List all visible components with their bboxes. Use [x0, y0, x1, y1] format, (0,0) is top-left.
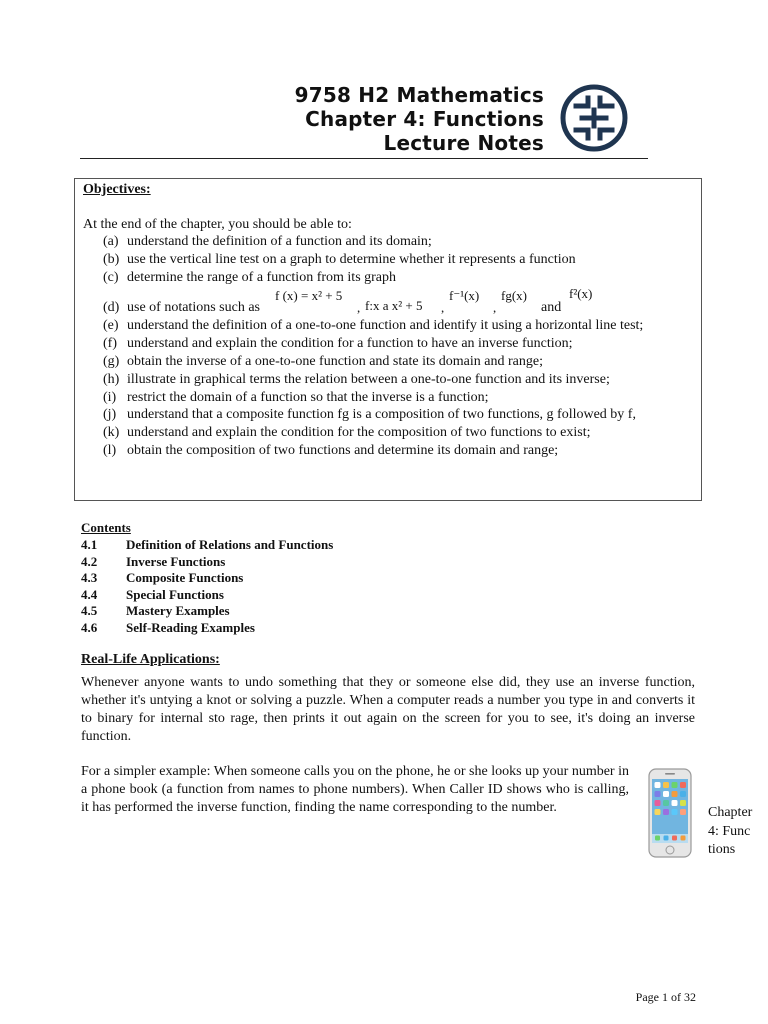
objective-label: (h) — [103, 372, 120, 387]
objective-label: (f) — [103, 336, 117, 351]
objective-item — [103, 354, 543, 370]
objective-text: understand the definition of a function and its domain; — [127, 234, 432, 249]
contents-number: 4.6 — [81, 619, 98, 635]
objective-text: obtain the inverse of a one-to-one function and state its domain and range; — [127, 354, 543, 369]
objective-item — [103, 407, 636, 423]
objective-text: restrict the domain of a function so that the inverse is a function; — [127, 390, 489, 405]
objective-label: (d) — [103, 300, 120, 315]
contents-title: Inverse Functions — [126, 553, 226, 569]
objectives-intro: At the end of the chapter, you should be able to: — [83, 217, 352, 232]
objective-label: (g) — [103, 354, 120, 369]
objective-label: (b) — [103, 252, 120, 267]
objectives-heading: Objectives: — [83, 182, 151, 197]
header-divider — [80, 158, 648, 159]
contents-title: Mastery Examples — [126, 603, 230, 618]
real-life-heading: Real-Life Applications: — [81, 652, 220, 667]
contents-title: Self-Reading Examples — [126, 619, 255, 635]
school-logo-icon — [560, 84, 628, 152]
contents-row — [81, 554, 333, 571]
objectives-box — [74, 178, 702, 501]
objective-text: understand the definition of a one-to-one function and identify it using a horizontal line test; — [127, 318, 644, 333]
notation-and: and — [541, 300, 562, 315]
contents-title: Definition of Relations and Functions — [126, 537, 334, 552]
contents-row — [81, 537, 333, 554]
notation-f-squared: f²(x) — [569, 286, 593, 301]
contents-row — [81, 587, 333, 604]
objective-text: use of notations such as — [127, 300, 260, 315]
contents-row — [81, 570, 333, 587]
objective-item — [103, 336, 573, 352]
contents-number: 4.5 — [81, 603, 98, 618]
objective-text: use the vertical line test on a graph to determine whether it represents a function — [127, 252, 576, 267]
notation-composite: fg(x) — [501, 288, 527, 303]
contents-number: 4.4 — [81, 586, 98, 602]
objective-item — [103, 425, 590, 441]
real-life-paragraph-2: For a simpler example: When someone calls you on the phone, he or she looks up your number in a phone book (a function from names to phone numbers). When Caller ID shows who is calling, it has performed the inverse function, finding the name corresponding to the number. — [81, 764, 629, 815]
objective-item — [103, 390, 489, 406]
objective-label: (i) — [103, 390, 117, 405]
objective-text: understand and explain the condition for a function to have an inverse function; — [127, 336, 573, 351]
contents-number: 4.3 — [81, 570, 98, 585]
objective-label: (l) — [103, 443, 117, 458]
objective-label: (c) — [103, 270, 119, 285]
objective-text: understand that a composite function fg is a composition of two functions, g followed by f, — [127, 407, 636, 422]
notation-inverse: f⁻¹(x) — [449, 288, 480, 303]
objective-item — [103, 372, 610, 388]
contents-number: 4.2 — [81, 553, 98, 569]
objective-item — [103, 443, 558, 459]
objective-item — [103, 270, 396, 286]
objective-item — [103, 252, 576, 268]
objective-text: determine the range of a function from its graph — [127, 270, 397, 285]
objective-label: (j) — [103, 407, 117, 422]
image-caption: Chapter 4: Functions — [708, 805, 753, 857]
chapter-title: Chapter 4: Functions — [305, 107, 544, 131]
contents-row — [81, 620, 333, 637]
contents-heading: Contents — [81, 520, 131, 535]
objective-text: obtain the composition of two functions and determine its domain and range; — [127, 443, 559, 458]
doc-type-title: Lecture Notes — [383, 131, 544, 155]
objective-text: understand and explain the condition for the composition of two functions to exist; — [127, 425, 591, 440]
objective-item — [103, 234, 432, 250]
objective-label: (k) — [103, 425, 120, 440]
contents-title: Special Functions — [126, 586, 224, 602]
course-title: 9758 H2 Mathematics — [294, 83, 544, 107]
objective-item-notation: (d) use of notations such as f (x) = x² + 5 , f:x a x² + 5 , f⁻¹(x) , fg(x) and f²(x) — [103, 286, 593, 315]
objective-label: (a) — [103, 234, 119, 249]
objective-label: (e) — [103, 318, 119, 333]
objective-text: illustrate in graphical terms the relation between a one-to-one function and its inverse; — [127, 372, 610, 387]
document-header — [80, 80, 650, 160]
contents-title: Composite Functions — [126, 570, 244, 585]
real-life-paragraph-1: Whenever anyone wants to undo something that they or someone else did, they use an inverse function, whether it's untying a knot or solving a puzzle. When a computer reads a number you type in and converts it to binary for internal sto rage, then prints it out again on the screen for you to see, it's doing an inverse function. — [81, 675, 695, 744]
contents-row — [81, 603, 333, 620]
notation-f-of-x: f (x) = x² + 5 — [275, 288, 343, 303]
contents-section — [81, 520, 333, 636]
page-number: Page 1 of 32 — [635, 990, 696, 1004]
objective-item — [103, 318, 643, 334]
smartphone-icon — [648, 768, 692, 858]
notation-mapping: f:x a x² + 5 — [365, 298, 423, 313]
contents-number: 4.1 — [81, 537, 98, 552]
